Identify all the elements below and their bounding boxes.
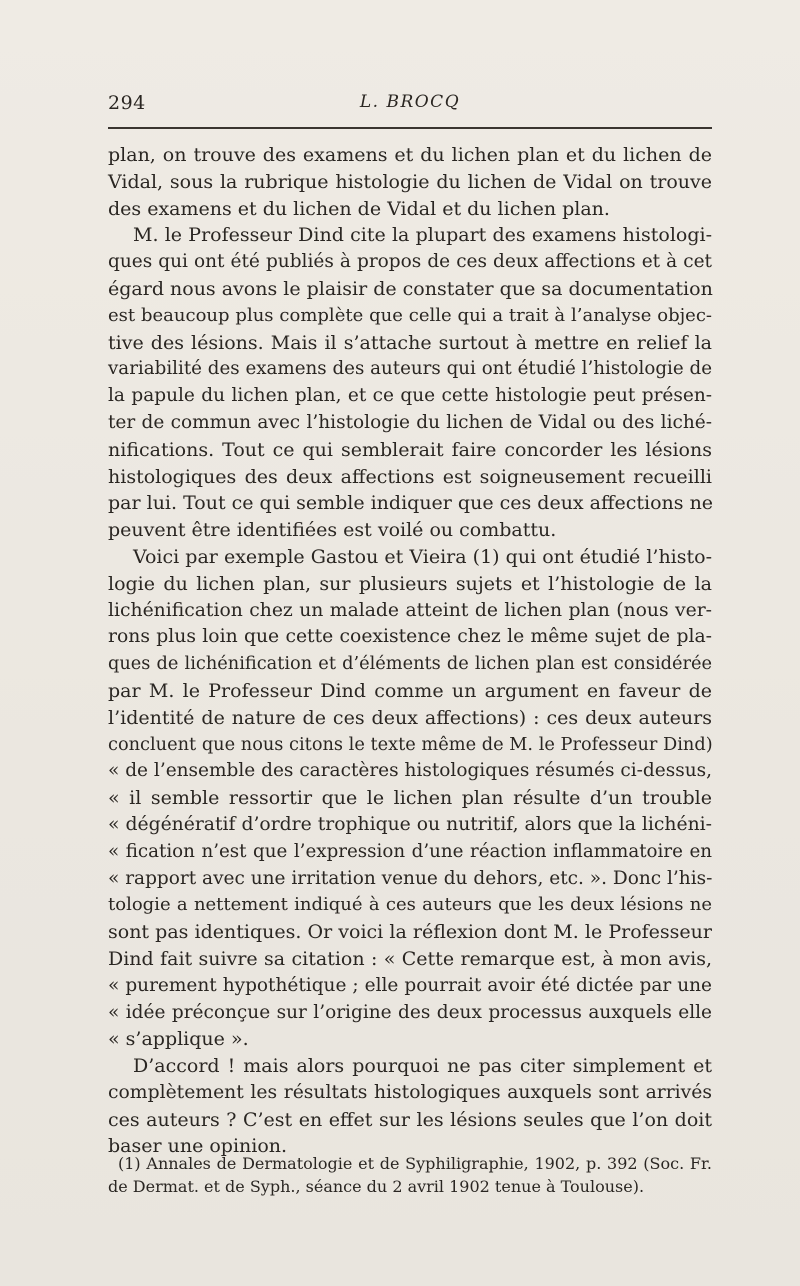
text-line: égard nous avons le plaisir de constater que sa documentation (108, 277, 713, 300)
text-line: tologie a nettement indiqué à ces auteurs que les deux lésions ne (108, 894, 712, 916)
text-line: baser une opinion. (108, 1135, 288, 1158)
text-line: Voici par exemple Gastou et Vieira (1) qui ont étudié l’histo- (133, 545, 712, 568)
text-line: peuvent être identifiées est voilé ou combattu. (108, 519, 557, 542)
text-line: nifications. Tout ce qui semblerait faire concorder les lésions (108, 438, 712, 461)
running-head: L. BROCQ (359, 92, 461, 112)
text-line: ques qui ont été publiés à propos de ces deux affections et à cet (108, 251, 712, 273)
footnote (108, 1152, 712, 1198)
text-line: tive des lésions. Mais il s’attache surtout à mettre en relief la (108, 331, 712, 354)
text-line: logie du lichen plan, sur plusieurs sujets et l’histologie de la (108, 572, 712, 595)
text-line: par M. le Professeur Dind comme un argument en faveur de (108, 679, 712, 702)
text-line: Dind fait suivre sa citation : « Cette remarque est, à mon avis, (108, 947, 712, 970)
text-line: des examens et du lichen de Vidal et du lichen plan. (108, 197, 610, 220)
text-line: concluent que nous citons le texte même de M. le Professeur Dind) (108, 734, 713, 755)
text-line: D’accord ! mais alors pourquoi ne pas citer simplement et (133, 1055, 712, 1078)
text-line: complètement les résultats histologiques auxquels sont arrivés (108, 1081, 712, 1103)
text-line: est beaucoup plus complète que celle qui a trait à l’analyse objec- (108, 304, 712, 326)
page-header (108, 92, 712, 120)
text-line: rons plus loin que cette coexistence chez le même sujet de pla- (108, 626, 712, 648)
text-line: « de l’ensemble des caractères histologiques résumés ci-dessus, (108, 760, 712, 782)
header-rule (108, 127, 712, 129)
body-text (108, 142, 712, 1160)
text-line: « purement hypothétique ; elle pourrait avoir été dictée par une (108, 974, 712, 996)
footnote-line: (1) Annales de Dermatologie et de Syphiligraphie, 1902, p. 392 (Soc. Fr. (118, 1154, 712, 1173)
text-line: ter de commun avec l’histologie du lichen de Vidal ou des liché- (108, 411, 712, 433)
text-line: « s’applique ». (108, 1028, 249, 1051)
text-line: variabilité des examens des auteurs qui ont étudié l’histologie de (108, 358, 712, 380)
footnote-line: de Dermat. et de Syph., séance du 2 avril 1902 tenue à Toulouse). (108, 1177, 645, 1196)
text-line: « dégénératif d’ordre trophique ou nutritif, alors que la lichéni- (108, 813, 712, 835)
text-line: « fication n’est que l’expression d’une réaction inflammatoire en (108, 840, 712, 862)
page-number: 294 (108, 92, 146, 114)
text-line: « idée préconçue sur l’origine des deux processus auxquels elle (108, 1001, 712, 1023)
text-line: lichénification chez un malade atteint de lichen plan (nous ver- (108, 599, 712, 621)
text-line: ques de lichénification et d’éléments de lichen plan est considérée (108, 654, 712, 675)
text-line: M. le Professeur Dind cite la plupart des examens histologi- (133, 224, 712, 247)
text-line: par lui. Tout ce qui semble indiquer que ces deux affections ne (108, 492, 714, 515)
text-line: ces auteurs ? C’est en effet sur les lésions seules que l’on doit (108, 1108, 712, 1131)
text-line: la papule du lichen plan, et ce que cette histologie peut présen- (108, 385, 712, 407)
text-line: sont pas identiques. Or voici la réflexion dont M. le Professeur (108, 921, 712, 944)
text-line: Vidal, sous la rubrique histologie du lichen de Vidal on trouve (108, 170, 712, 193)
text-line: « il semble ressortir que le lichen plan résulte d’un trouble (108, 787, 712, 810)
text-line: l’identité de nature de ces deux affections) : ces deux auteurs (108, 706, 712, 729)
text-line: plan, on trouve des examens et du lichen plan et du lichen de (108, 144, 712, 166)
text-line: histologiques des deux affections est soigneusement recueilli (108, 465, 712, 488)
text-line: « rapport avec une irritation venue du dehors, etc. ». Donc l’his- (108, 867, 713, 889)
